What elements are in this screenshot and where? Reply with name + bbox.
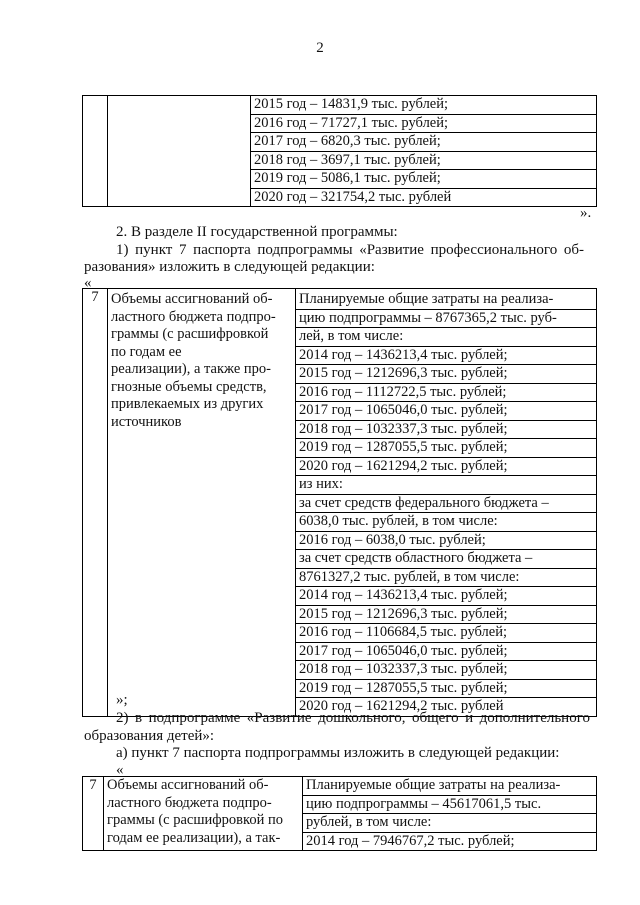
text-line: 2019 год – 5086,1 тыс. рублей; — [251, 170, 596, 189]
row-values — [303, 777, 596, 850]
paragraph-line: образования детей»: — [84, 728, 215, 744]
paragraph-text: 1) пункт 7 паспорта подпрограммы «Развитие профессионального об- — [116, 242, 584, 258]
paragraph-line — [116, 710, 590, 727]
table-passport-prof-edu — [82, 288, 597, 717]
table-cell-num — [83, 96, 108, 207]
text-line: 2015 год – 1212696,3 тыс. рублей; — [296, 606, 596, 625]
table-cell-values — [251, 96, 597, 207]
row-number-cell — [83, 289, 108, 717]
text-line: цию подпрограммы – 45617061,5 тыс. — [303, 796, 596, 815]
row-value-cell — [296, 289, 597, 717]
text-line: 2017 год – 6820,3 тыс. рублей; — [251, 133, 596, 152]
closing-quote: »; — [116, 692, 128, 708]
opening-quote: « — [116, 762, 124, 778]
row-label — [108, 289, 295, 431]
text-line: 2016 год – 71727,1 тыс. рублей; — [251, 115, 596, 134]
text-line: Объемы ассигнований об- — [107, 777, 269, 793]
row-label-cell — [108, 289, 296, 717]
row-value-cell — [303, 777, 597, 851]
table-continuation — [82, 95, 597, 207]
text-line: лей, в том числе: — [296, 328, 596, 347]
text-line: реализации), а также про- — [111, 361, 271, 377]
text-line: 2018 год – 3697,1 тыс. рублей; — [251, 152, 596, 171]
row-number: 7 — [91, 289, 99, 305]
text-line: 2016 год – 1112722,5 тыс. рублей; — [296, 384, 596, 403]
row-number: 7 — [89, 777, 97, 793]
text-line: источников — [111, 413, 182, 430]
text-line: 2017 год – 1065046,0 тыс. рублей; — [296, 402, 596, 421]
text-line: 2020 год – 1621294,2 тыс. рублей — [299, 698, 504, 714]
text-line: 2015 год – 1212696,3 тыс. рублей; — [296, 365, 596, 384]
text-line: рублей, в том числе: — [303, 814, 596, 833]
text-line: 2018 год – 1032337,3 тыс. рублей; — [296, 421, 596, 440]
paragraph-line: а) пункт 7 паспорта подпрограммы изложить в следующей редакции: — [116, 745, 560, 761]
paragraph-line — [116, 242, 584, 259]
text-line: за счет средств федерального бюджета – — [296, 495, 596, 514]
text-line: 2014 год – 7946767,2 тыс. рублей; — [306, 832, 515, 849]
opening-quote: « — [84, 275, 92, 291]
text-line: по годам ее — [111, 343, 182, 360]
paragraph-text: 2) в подпрограмме «Развитие дошкольного, общего и дополнительного — [116, 710, 590, 726]
text-line: 2014 год – 1436213,4 тыс. рублей; — [296, 347, 596, 366]
text-line: 2019 год – 1287055,5 тыс. рублей; — [296, 439, 596, 458]
text-line: 2014 год – 1436213,4 тыс. рублей; — [296, 587, 596, 606]
table-passport-school-edu — [82, 776, 597, 851]
text-line: Планируемые общие затраты на реализа- — [296, 291, 596, 310]
text-line: граммы (с расшифровкой по — [107, 812, 283, 828]
text-line: 6038,0 тыс. рублей, в том числе: — [296, 513, 596, 532]
closing-quote: ». — [580, 205, 592, 221]
page-number: 2 — [316, 40, 324, 56]
text-line: 2020 год – 321754,2 тыс. рублей — [254, 188, 452, 205]
text-line: Объемы ассигнований об- — [111, 291, 273, 307]
row-label — [104, 777, 302, 847]
section-heading: 2. В разделе II государственной программы: — [116, 224, 398, 240]
text-line: 8761327,2 тыс. рублей, в том числе: — [296, 569, 596, 588]
values-list — [251, 96, 596, 206]
text-line: ластного бюджета подпро- — [107, 794, 272, 811]
text-line: из них: — [296, 476, 596, 495]
text-line: граммы (с расшифровкой — [111, 326, 269, 342]
text-line: 2020 год – 1621294,2 тыс. рублей; — [296, 458, 596, 477]
row-values — [296, 289, 596, 716]
text-line: цию подпрограммы – 8767365,2 тыс. руб- — [296, 310, 596, 329]
text-line: привлекаемых из других — [111, 396, 264, 412]
text-line: ластного бюджета подпро- — [111, 308, 276, 325]
row-number-cell — [83, 777, 104, 851]
text-line: за счет средств областного бюджета – — [296, 550, 596, 569]
row-label-cell — [104, 777, 303, 851]
text-line: 2016 год – 6038,0 тыс. рублей; — [296, 532, 596, 551]
text-line: 2016 год – 1106684,5 тыс. рублей; — [296, 624, 596, 643]
text-line: годам ее реализации), а так- — [107, 829, 281, 846]
text-line: 2018 год – 1032337,3 тыс. рублей; — [296, 661, 596, 680]
paragraph-line: разования» изложить в следующей редакции: — [84, 259, 375, 275]
text-line: 2015 год – 14831,9 тыс. рублей; — [251, 96, 596, 115]
text-line: 2017 год – 1065046,0 тыс. рублей; — [296, 643, 596, 662]
text-line: гнозные объемы средств, — [111, 378, 267, 395]
text-line: 2019 год – 1287055,5 тыс. рублей; — [296, 680, 596, 699]
table-cell-label — [108, 96, 251, 207]
text-line: Планируемые общие затраты на реализа- — [303, 777, 596, 796]
